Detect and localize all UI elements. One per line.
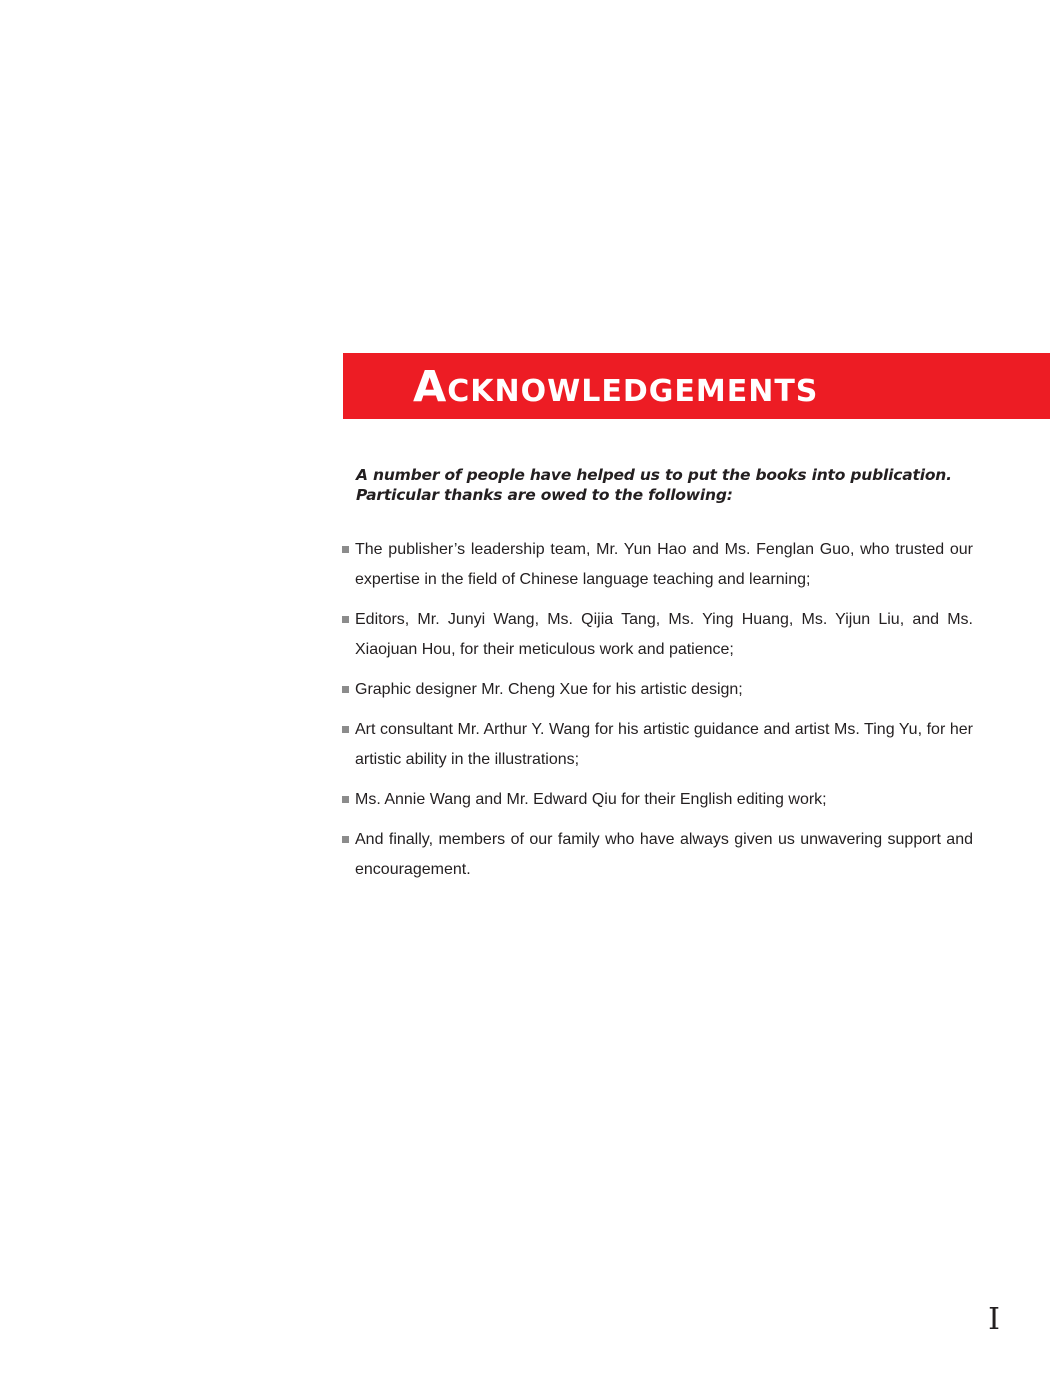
square-bullet-icon xyxy=(342,796,349,803)
list-item xyxy=(342,825,973,885)
list-item-text: Ms. Annie Wang and Mr. Edward Qiu for their English editing work; xyxy=(355,791,827,808)
square-bullet-icon xyxy=(342,686,349,693)
intro-paragraph xyxy=(356,465,973,505)
square-bullet-icon xyxy=(342,836,349,843)
list-item-text: And finally, members of our family who have always given us unwavering support and encouragement. xyxy=(355,831,973,878)
page-title: Acknowledgements xyxy=(413,362,819,412)
intro-line-2: Particular thanks are owed to the following: xyxy=(356,486,733,504)
list-item xyxy=(342,715,973,775)
list-item-text: Editors, Mr. Junyi Wang, Ms. Qijia Tang, Ms. Ying Huang, Ms. Yijun Liu, and Ms. Xiaojuan Hou, for their meticulous work and patience; xyxy=(355,611,973,658)
intro-line-1: A number of people have helped us to put the books into publication. xyxy=(356,466,952,484)
square-bullet-icon xyxy=(342,726,349,733)
list-item xyxy=(342,535,973,595)
list-item xyxy=(342,675,973,705)
square-bullet-icon xyxy=(342,546,349,553)
list-item xyxy=(342,785,973,815)
list-item-text: Art consultant Mr. Arthur Y. Wang for his artistic guidance and artist Ms. Ting Yu, for her artistic ability in the illustrations; xyxy=(355,721,973,768)
title-banner xyxy=(343,353,1050,419)
list-item-text: Graphic designer Mr. Cheng Xue for his artistic design; xyxy=(355,681,743,698)
list-item xyxy=(342,605,973,665)
list-item-text: The publisher’s leadership team, Mr. Yun Hao and Ms. Fenglan Guo, who trusted our expertise in the field of Chinese language teaching and learning; xyxy=(355,541,973,588)
acknowledgements-list xyxy=(342,535,973,895)
square-bullet-icon xyxy=(342,616,349,623)
page-number: I xyxy=(988,1302,1000,1337)
